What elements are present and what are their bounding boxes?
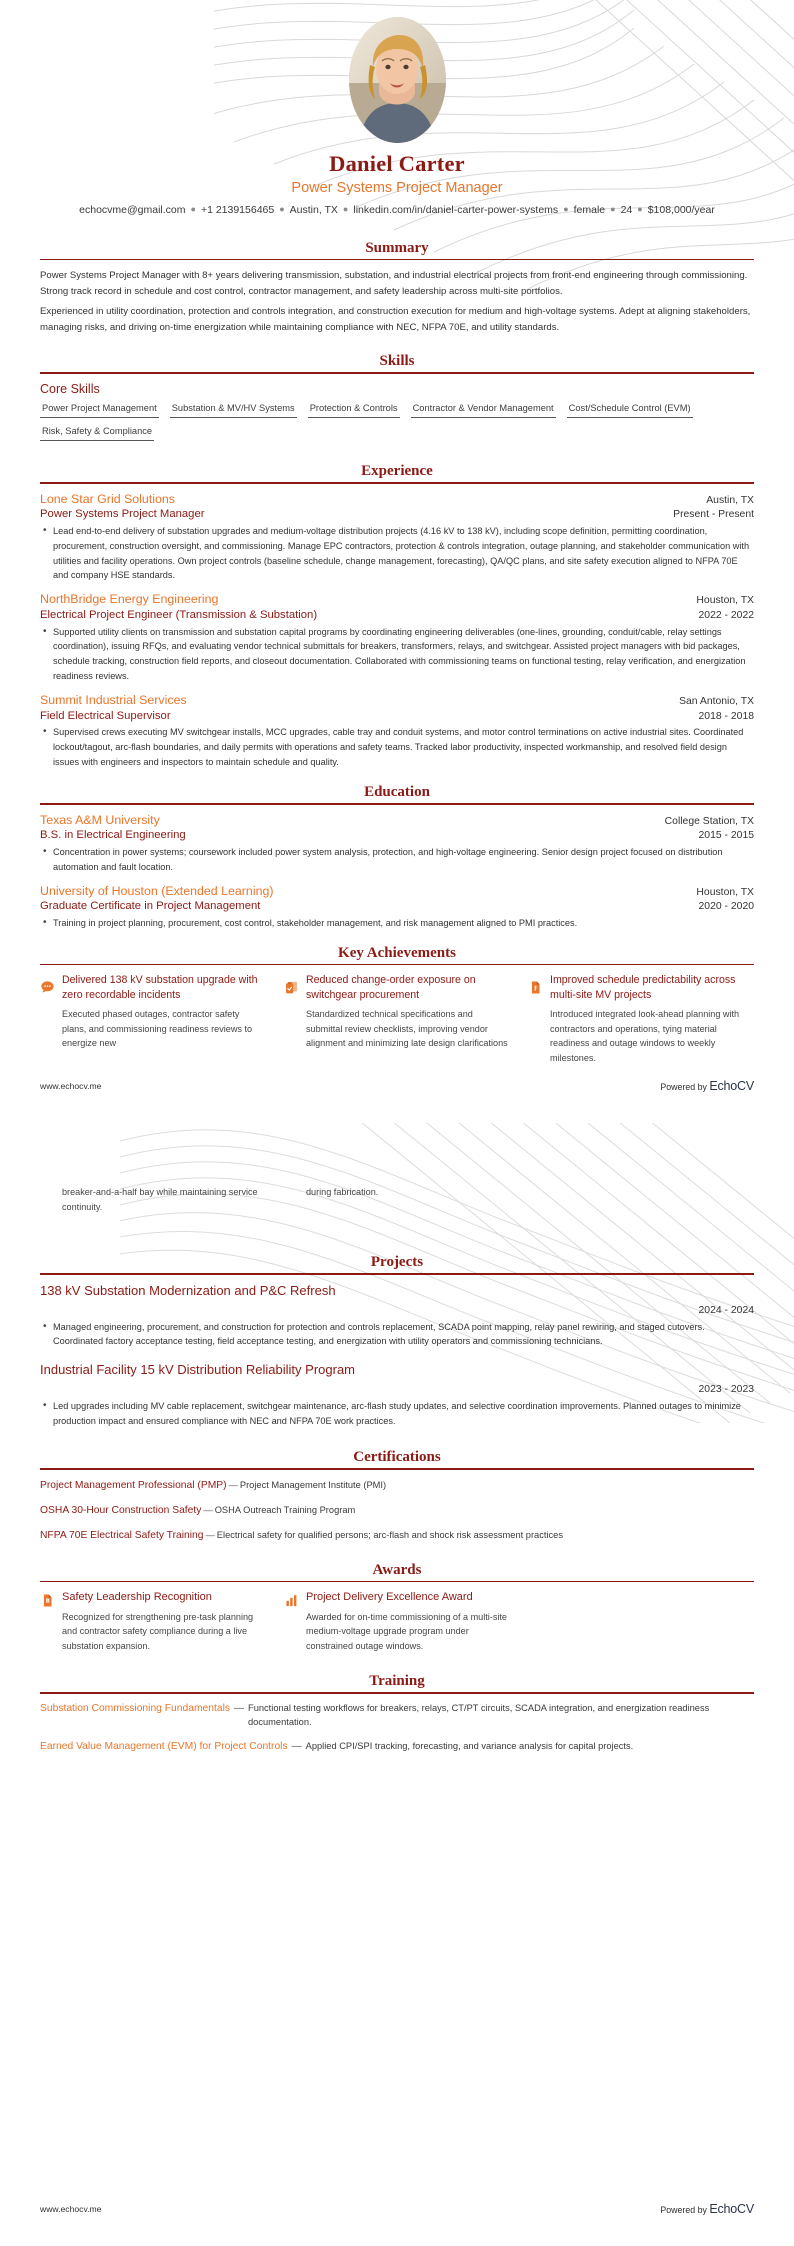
entry-organization: Summit Industrial Services — [40, 693, 187, 708]
achievement-description-continued: breaker-and-a-half bay while maintaining service continuity. — [62, 1187, 258, 1212]
skills-group-title: Core Skills — [40, 381, 100, 396]
footer-powered-by — [660, 1079, 754, 1093]
achievement-title: Improved schedule predictability across multi-site MV projects — [550, 974, 736, 1002]
profile-photo-icon — [349, 17, 446, 143]
entry-dates: 2018 - 2018 — [698, 710, 754, 722]
entry-role: Field Electrical Supervisor — [40, 709, 171, 722]
training-description: Functional testing workflows for breakers, relays, CT/PT circuits, SCADA integration, and energization readiness documentation. — [248, 1702, 710, 1727]
resume-page-2 — [0, 1123, 794, 2246]
section-divider — [40, 1273, 754, 1275]
award-card — [40, 1590, 266, 1653]
certification-name: OSHA 30-Hour Construction Safety — [40, 1504, 202, 1516]
experience-entry — [40, 492, 754, 584]
entry-dates: 2015 - 2015 — [698, 830, 754, 842]
achievement-continuation-col — [528, 1185, 754, 1214]
contact-linkedin[interactable]: linkedin.com/in/daniel-carter-power-systems — [353, 204, 559, 216]
certification-item — [40, 1528, 754, 1544]
award-card — [284, 1590, 510, 1653]
entry-role: Power Systems Project Manager — [40, 508, 205, 521]
contact-age: 24 — [620, 204, 633, 216]
award-title: Safety Leadership Recognition — [62, 1591, 212, 1604]
bar-chart-icon — [284, 1593, 299, 1609]
certification-dash: — — [203, 1504, 213, 1515]
entry-location: San Antonio, TX — [679, 696, 754, 708]
award-card-spacer — [528, 1590, 754, 1653]
footer-powered-prefix: Powered by — [660, 1082, 707, 1092]
achievement-description-continued: during fabrication. — [306, 1187, 379, 1197]
training-description: Applied CPI/SPI tracking, forecasting, and variance analysis for capital projects. — [305, 1740, 634, 1751]
section-title-skills: Skills — [379, 353, 415, 370]
section-training — [0, 1673, 794, 1753]
entry-dates: 2020 - 2020 — [698, 901, 754, 913]
section-key-achievements — [0, 945, 794, 1070]
job-title: Power Systems Project Manager — [291, 180, 503, 196]
achievement-title: Reduced change-order exposure on switchgear procurement — [306, 974, 476, 1002]
project-name: Industrial Facility 15 kV Distribution Reliability Program — [40, 1362, 356, 1378]
contact-location: Austin, TX — [289, 204, 338, 216]
entry-role: Electrical Project Engineer (Transmission & Substation) — [40, 608, 318, 621]
section-certifications — [0, 1449, 794, 1543]
contact-gender: female — [573, 204, 606, 216]
achievement-continuation — [0, 1123, 794, 1214]
section-divider — [40, 964, 754, 966]
entry-organization: University of Houston (Extended Learning) — [40, 883, 274, 898]
entry-bullets — [40, 1399, 754, 1429]
contact-separator: ● — [279, 204, 285, 214]
section-title-awards: Awards — [372, 1561, 422, 1578]
achievement-description: Introduced integrated look-ahead planning with contractors and operations, tying material readiness and outage windows to weekly milestones. — [550, 1009, 740, 1063]
contact-separator: ● — [563, 204, 569, 214]
bullet-item: • Training in project planning, procurement, cost control, stakeholder management, and risk management aligned to PMI practices. — [53, 916, 754, 931]
section-title-certifications: Certifications — [353, 1449, 441, 1466]
section-awards — [0, 1562, 794, 1654]
training-name: Substation Commissioning Fundamentals — [40, 1702, 231, 1714]
bullet-item: • Supported utility clients on transmission and substation capital programs by coordinating engineering deliverables (one-lines, grounding, conduit/cable, relay settings coordination), issuing RFQs, and evaluating vendor technical submittals for breakers, transformers, relays, and switchgear. Assisted project managers with bid packages, schedule tracking, construction field reports, and closeout documentation. Collaborated with commissioning teams on functional testing, relay verification, and energization readiness reviews. — [53, 625, 754, 685]
certification-item — [40, 1478, 754, 1494]
contact-separator: ● — [610, 204, 616, 214]
certification-dash: — — [205, 1529, 215, 1540]
entry-organization: Texas A&M University — [40, 812, 160, 827]
skill-item: Protection & Controls — [308, 403, 400, 418]
section-divider — [40, 1468, 754, 1470]
training-dash: — — [291, 1740, 302, 1752]
section-summary — [0, 240, 794, 336]
project-name: 138 kV Substation Modernization and P&C Refresh — [40, 1282, 336, 1298]
skill-item: Cost/Schedule Control (EVM) — [567, 403, 693, 418]
training-name: Earned Value Management (EVM) for Project Controls — [40, 1740, 288, 1752]
summary-paragraph: Experienced in utility coordination, protection and controls integration, and construction execution for medium and high-voltage systems. Adept at aligning stakeholders, managing risks, and driving on-time energization while maintaining compliance with NEC, NFPA 70E, and utility standards. — [40, 306, 751, 333]
education-entry — [40, 884, 754, 931]
section-divider — [40, 259, 754, 261]
section-divider — [40, 803, 754, 805]
certification-issuer: OSHA Outreach Training Program — [214, 1504, 356, 1515]
section-title-education: Education — [364, 784, 430, 801]
contact-salary: $108,000/year — [647, 204, 715, 216]
contact-phone[interactable]: +1 2139156465 — [200, 204, 275, 216]
footer-powered-by — [660, 2202, 754, 2216]
certification-name: Project Management Professional (PMP) — [40, 1479, 227, 1491]
experience-entry — [40, 693, 754, 770]
entry-location: Houston, TX — [696, 595, 754, 607]
award-description: Recognized for strengthening pre-task planning and contractor safety compliance during a live substation expansion. — [62, 1611, 254, 1651]
certification-item — [40, 1503, 754, 1519]
achievement-description: Standardized technical specifications and submittal review checklists, improving vendor alignment and minimizing late design clarifications — [306, 1009, 508, 1049]
footer-brand: EchoCV — [709, 1079, 754, 1093]
bullet-item: • Lead end-to-end delivery of substation upgrades and medium-voltage distribution projects (4.16 kV to 138 kV), including scope definition, permitting coordination, procurement, construction oversight, and commissioning. Manage EPC contractors, protection & controls integration, outage planning, and stakeholder communication with utilities and facility operations. Own project controls (baseline schedule, change management, forecasting), QA/QC plans, and site safety execution aligned to NFPA 70E and company HSE standards. — [53, 524, 754, 584]
achievement-continuation-col — [284, 1185, 510, 1214]
section-experience — [0, 463, 794, 770]
avatar — [0, 0, 794, 143]
training-item — [40, 1702, 754, 1730]
skills-list — [40, 403, 754, 449]
contact-separator: ● — [190, 204, 196, 214]
certification-dash: — — [228, 1479, 238, 1490]
achievement-cards — [40, 973, 754, 1069]
summary-paragraph: Power Systems Project Manager with 8+ years delivering transmission, substation, and industrial electrical projects from front-end engineering through commissioning. Strong track record in schedule and cost control, contractor management, and safety leadership across multi-site portfolios. — [40, 270, 748, 297]
skill-item: Substation & MV/HV Systems — [170, 403, 297, 418]
footer-brand: EchoCV — [709, 2202, 754, 2216]
skill-item: Risk, Safety & Compliance — [40, 426, 154, 441]
achievement-description: Executed phased outages, contractor safety plans, and commissioning readiness reviews to energize new — [62, 1009, 253, 1049]
achievement-title: Delivered 138 kV substation upgrade with zero recordable incidents — [62, 974, 258, 1002]
clipboard-check-icon — [284, 980, 299, 996]
section-title-key-achievements: Key Achievements — [338, 944, 456, 961]
education-entry — [40, 813, 754, 875]
bullet-item: • Concentration in power systems; coursework included power system analysis, protection, and high-voltage engineering. Senior design project focused on distribution automation and fault location. — [53, 845, 754, 875]
award-cards — [40, 1590, 754, 1653]
entry-bullets — [40, 625, 754, 685]
entry-location: Houston, TX — [696, 886, 754, 898]
achievement-card — [40, 973, 266, 1069]
section-title-projects: Projects — [370, 1254, 424, 1271]
training-item — [40, 1740, 754, 1754]
entry-location: Austin, TX — [706, 494, 754, 506]
experience-entry — [40, 592, 754, 684]
page-footer — [0, 1079, 794, 1093]
entry-degree: Graduate Certificate in Project Management — [40, 900, 261, 913]
achievement-card — [284, 973, 510, 1069]
entry-degree: B.S. in Electrical Engineering — [40, 829, 186, 842]
section-title-experience: Experience — [361, 462, 433, 479]
entry-bullets — [40, 845, 754, 875]
project-dates: 2024 - 2024 — [698, 1304, 754, 1316]
section-projects — [0, 1254, 794, 1429]
certificate-document-icon — [40, 1593, 55, 1609]
bullet-item: • Led upgrades including MV cable replacement, switchgear maintenance, arc-flash study updates, and selective coordination improvements. Planned outages to minimize production impact and ensured compliance with NEC and NFPA 70E work practices. — [53, 1399, 754, 1429]
speech-bubble-icon — [40, 980, 55, 996]
entry-bullets — [40, 1320, 754, 1350]
entry-bullets — [40, 524, 754, 584]
page-footer — [0, 2202, 794, 2216]
entry-location: College Station, TX — [664, 815, 754, 827]
project-entry — [40, 1362, 754, 1429]
certification-issuer: Electrical safety for qualified persons; arc-flash and shock risk assessment practices — [216, 1529, 563, 1540]
certification-name: NFPA 70E Electrical Safety Training — [40, 1529, 204, 1541]
contact-separator: ● — [637, 204, 643, 214]
footer-powered-prefix: Powered by — [660, 2205, 707, 2215]
section-education — [0, 784, 794, 931]
entry-bullets — [40, 725, 754, 770]
footer-url[interactable]: www.echocv.me — [40, 1081, 102, 1091]
section-divider — [40, 1692, 754, 1694]
entry-dates: 2022 - 2022 — [698, 609, 754, 621]
entry-bullets — [40, 916, 754, 931]
award-description: Awarded for on-time commissioning of a multi-site medium-voltage upgrade program under constrained outage windows. — [306, 1611, 507, 1651]
section-divider — [40, 372, 754, 374]
training-dash: — — [234, 1702, 245, 1714]
bullet-item: • Managed engineering, procurement, and construction for protection and controls replacement, SCADA point mapping, relay panel rewiring, and staged cutovers. Coordinated factory acceptance testing, field acceptance testing, and energization with utility operators and commissioning technicians. — [53, 1320, 754, 1350]
entry-organization: Lone Star Grid Solutions — [40, 491, 175, 506]
skill-item: Contractor & Vendor Management — [411, 403, 556, 418]
skill-item: Power Project Management — [40, 403, 159, 418]
certification-issuer: Project Management Institute (PMI) — [239, 1479, 387, 1490]
achievement-card — [528, 973, 754, 1069]
document-icon — [528, 980, 543, 996]
bullet-item: • Supervised crews executing MV switchgear installs, MCC upgrades, cable tray and conduit systems, and motor control terminations on active industrial sites. Coordinated lockout/tagout, arc-flash boundaries, and daily permits with operations and safety teams. Tracked labor productivity, inspected workmanship, and resolved field design issues with engineers and inspectors to maintain schedule and quality. — [53, 725, 754, 770]
section-title-training: Training — [369, 1673, 425, 1690]
entry-organization: NorthBridge Energy Engineering — [40, 592, 219, 607]
footer-url[interactable]: www.echocv.me — [40, 2204, 102, 2214]
project-entry — [40, 1283, 754, 1350]
entry-dates: Present - Present — [673, 509, 754, 521]
section-divider — [40, 482, 754, 484]
achievement-continuation-col — [40, 1185, 266, 1214]
contact-line — [0, 204, 794, 218]
contact-separator: ● — [342, 204, 349, 214]
award-title: Project Delivery Excellence Award — [306, 1591, 473, 1604]
section-divider — [40, 1581, 754, 1583]
page-title: Daniel Carter — [329, 151, 465, 176]
project-dates: 2023 - 2023 — [698, 1384, 754, 1396]
section-skills — [0, 353, 794, 449]
section-title-summary: Summary — [365, 239, 429, 256]
contact-email[interactable]: echocvme@gmail.com — [79, 204, 186, 216]
